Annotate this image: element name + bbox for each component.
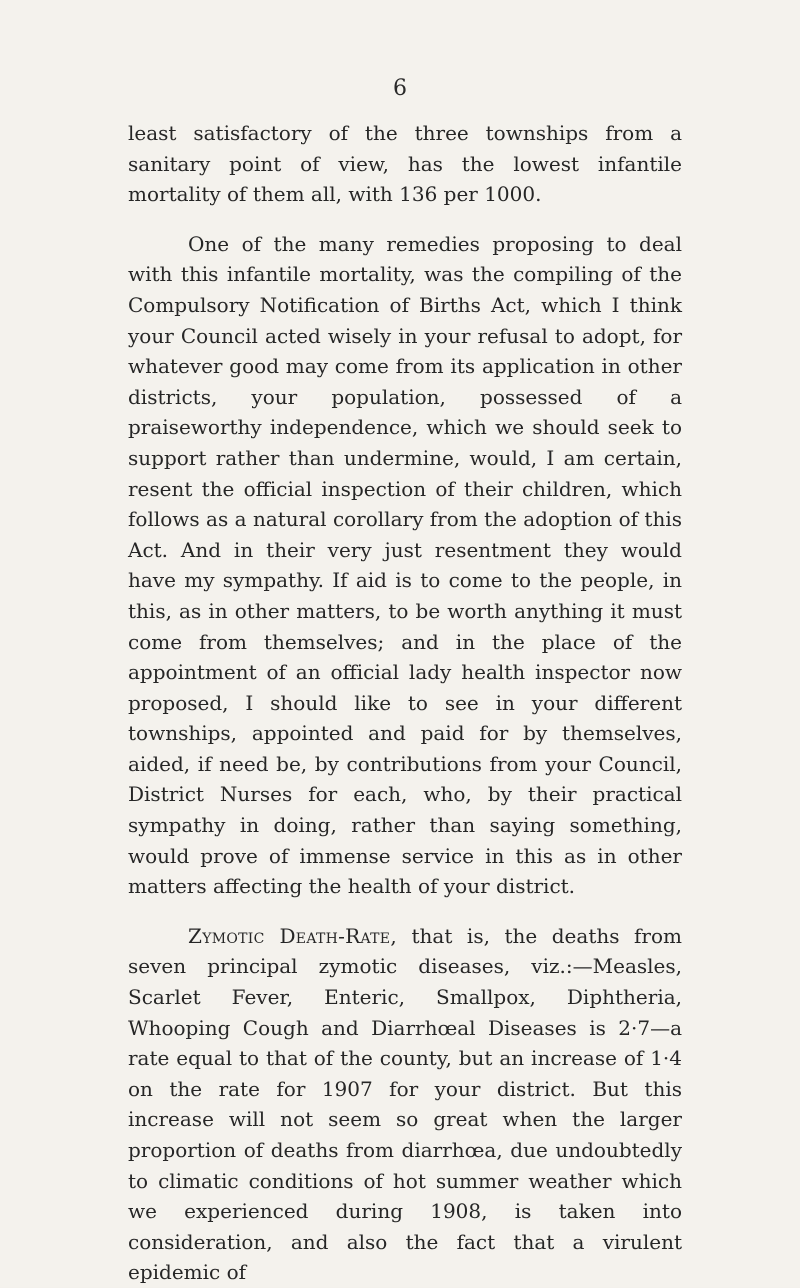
paragraph-continuation: least satisfactory of the three townships from a sanitary point of view, has the lowest infantile mortality of them all, with 136 per 1000. xyxy=(128,121,682,207)
page-number: 6 xyxy=(393,76,407,101)
paragraph-zymotic-death-rate xyxy=(128,921,682,1288)
body-text xyxy=(128,118,682,1288)
paragraph-gap xyxy=(128,210,682,229)
paragraph-body: that is, the deaths from seven principal zymotic diseases, viz.:—Measles, Scarlet Fever, Enteric, Smallpox, Diphtheria, Whooping Cough and Diarrhœal Diseases is 2·7—a rate equal to that of the county, but an increase of 1·4 on the rate for 1907 for your district. But this increase will not seem so great when the larger proportion of deaths from diarrhœa, due undoubtedly to climatic conditions of hot summer weather which we experienced during 1908, is taken into consideration, and also the fact that a virulent epidemic of xyxy=(128,923,682,1285)
paragraph-notification-act: One of the many remedies proposing to deal with this infantile mortality, was the compiling of the Compulsory Notification of Births Act, which I think your Council acted wisely in your refusal to adopt, for whatever good may come from its application in other districts, your population, possessed of a praiseworthy independence, which we should seek to support rather than undermine, would, I am certain, resent the official inspection of their children, which follows as a natural corollary from the adoption of this Act. And in their very just resentment they would have my sympathy. If aid is to come to the people, in this, as in other matters, to be worth anything it must come from themselves; and in the place of the appointment of an official lady health inspector now proposed, I should like to see in your different townships, appointed and paid for by themselves, aided, if need be, by contributions from your Council, District Nurses for each, who, by their practical sympathy in doing, rather than saying something, would prove of immense service in this as in other matters affecting the health of your district. xyxy=(128,231,682,899)
paragraph-gap xyxy=(128,902,682,921)
section-heading: Zymotic Death-Rate, xyxy=(188,923,397,948)
